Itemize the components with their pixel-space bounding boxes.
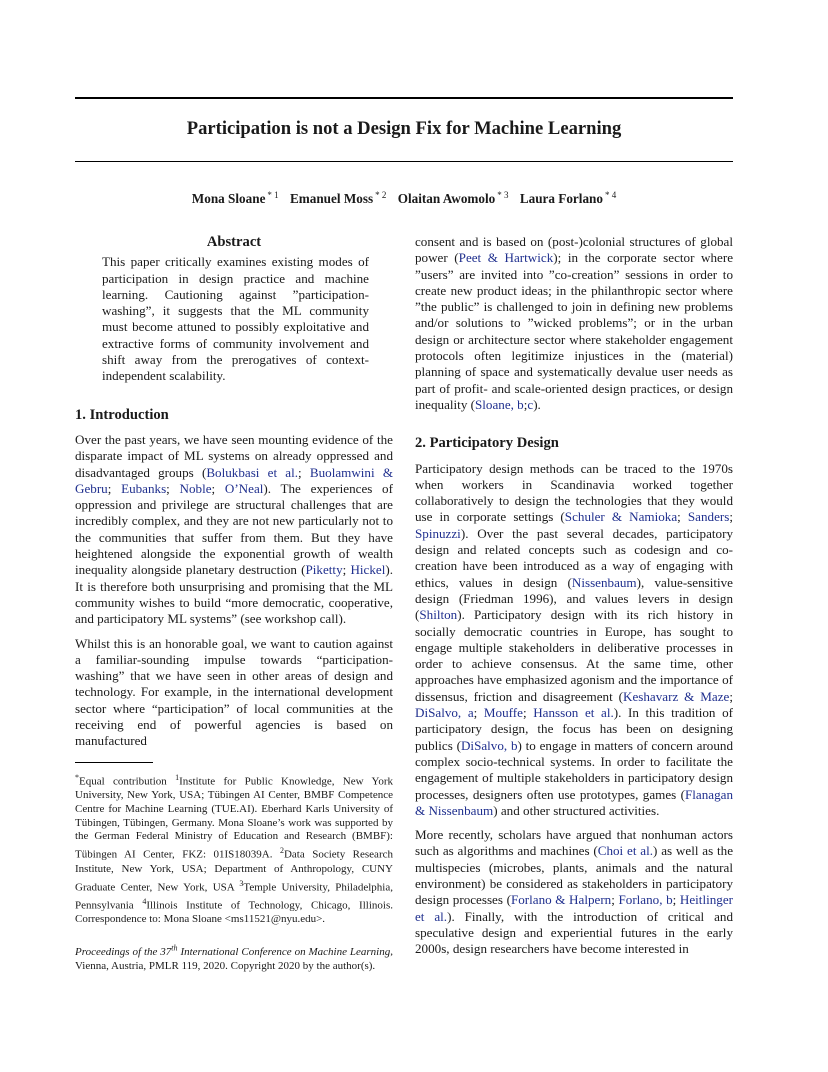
author-3-mark: * 3 bbox=[497, 190, 509, 200]
citation-link[interactable]: Sloane, b bbox=[475, 396, 524, 412]
citation-link[interactable]: Flanagan & Nissenbaum bbox=[415, 786, 733, 818]
citation-link[interactable]: Peet & Hartwick bbox=[458, 250, 554, 266]
citation-link[interactable]: Heitlinger et al. bbox=[415, 892, 733, 924]
citation-link[interactable]: Choi et al. bbox=[597, 843, 654, 859]
citation-link[interactable]: Eubanks bbox=[121, 480, 167, 496]
section-heading-introduction: 1. Introduction bbox=[75, 406, 169, 423]
citation-link[interactable]: Hickel bbox=[350, 562, 386, 578]
author-1-mark: * 1 bbox=[267, 190, 279, 200]
citation-link[interactable]: DiSalvo, a bbox=[415, 705, 474, 721]
abstract-text: This paper critically examines existing modes of participation in design practice and machine learning. Cautioning against ”participation-washing”, it suggests that the ML community must become attuned to possibly exploitative and extractive forms of community involvement and shift away from the prerogatives of context-independent scalability. bbox=[102, 254, 369, 384]
citation-link[interactable]: Forlano, b bbox=[618, 892, 673, 908]
paper-title: Participation is not a Design Fix for Machine Learning bbox=[186, 118, 622, 139]
author-4: Laura Forlano $^{* 4}$ bbox=[519, 190, 617, 207]
participatory-paragraph-1: Participatory design methods can be traced to the 1970s when workers in Scandinavia worked together collaboratively to design the technologies that they would use in corporate settings (Schuler & Namioka; Sanders; Spinuzzi). Over the past several decades, participatory design and related concepts such as codesign and co-creation have been introduced as a way of engaging with ethics, values in design (Nissenbaum), value-sensitive design (Friedman 1996), and values levers in design (Shilton). Participatory design with its rich history in socially democratic countries in Europe, has sought to engage multiple stakeholders in deliberative processes in order to achieve consensus. At the same time, other approaches have emphasized agonism and the importance of dissensus, friction and disagreement (Keshavarz & Maze; DiSalvo, a; Mouffe; Hansson et al.). In this tradition of participatory design, the focus has been on designing publics (DiSalvo, b) to engage in matters of concern around complex socio-technical systems. In order to facilitate the engagement of multiple stakeholders in participatory design processes, designers often use prototypes, games (Flanagan & Nissenbaum) and other structured activities. bbox=[415, 460, 733, 818]
author-1: Mona Sloane $^{* 1}$ bbox=[191, 190, 279, 207]
title-top-rule bbox=[75, 97, 733, 99]
citation-link[interactable]: Nissenbaum bbox=[571, 574, 637, 590]
author-list bbox=[75, 190, 733, 207]
citation-link[interactable]: Bolukbasi et al. bbox=[206, 464, 299, 480]
citation-link[interactable]: c bbox=[527, 396, 534, 412]
citation-link[interactable]: Piketty bbox=[305, 562, 343, 578]
section-heading-participatory-design: 2. Participatory Design bbox=[415, 435, 559, 452]
participatory-paragraph-2: More recently, scholars have argued that nonhuman actors such as algorithms and machines (Choi et al.) as well as the multispecies (microbes, plants, animals and the natural environment) be considered as stakeholders in participatory design processes (Forlano & Halpern; Forlano, b; Heitlinger et al.). Finally, with the introduction of critical and speculative design and experiential futures in the early 2000s, design researchers have become interested in bbox=[415, 827, 734, 957]
footnote-affiliations: *Equal contribution $^1$Institute for Public Knowledge, New York University, New York, USA; Tübingen AI Center, BMBF Competence Centre for Machine Learning (TUE.AI). Eberhard Karls University of Tübingen, Tübingen, Germany. Mona Sloane’s work was supported by the German Federal Ministry of Education and Research (BMBF): Tübingen AI Center, FKZ: 01IS18039A. $^2$Data Society Research Institute, New York, USA; Department of Anthropology, CUNY Graduate Center, New York, USA $^3$Temple University, Philadelphia, Pennsylvania $^4$Illinois Institute of Technology, Chicago, Illinois. Correspondence to: Mona Sloane <ms11521@nyu.edu>. bbox=[75, 772, 393, 926]
citation-link[interactable]: Buolamwini & Gebru bbox=[75, 464, 394, 496]
citation-link[interactable]: O’Neal bbox=[224, 480, 264, 496]
left-column bbox=[75, 234, 393, 973]
right-column bbox=[415, 234, 733, 965]
intro-paragraph-2: Whilst this is an honorable goal, we want to caution against a familiar-sounding impulse towards “participation-washing” that we have seen in other areas of design and technology. For example, in the international development sector where “participation” of local communities at the receiving end of powerful agencies is based on manufactured bbox=[75, 635, 393, 749]
citation-link[interactable]: Keshavarz & Maze bbox=[623, 688, 730, 704]
citation-link[interactable]: Schuler & Namioka bbox=[564, 509, 678, 525]
intro-paragraph-1: Over the past years, we have seen mounting evidence of the disparate impact of ML systems on already oppressed and disadvantaged groups (Bolukbasi et al.; Buolamwini & Gebru; Eubanks; Noble; O’Neal). The experiences of oppression and privilege are structural challenges that are incredibly complex, and they are not new particularly not to the communities that suffer from them. But they have heightened alongside the exponential growth of wealth inequality alongside planetary destruction (Piketty; Hickel). It is therefore both unsurprising and promising that the ML community wishes to build “more democratic, cooperative, and participatory ML systems” (see workshop call). bbox=[75, 431, 394, 627]
proceedings-note: Proceedings of the 37th International Conference on Machine Learning, Vienna, Austria, PMLR 119, 2020. Copyright 2020 by the author(s). bbox=[75, 943, 393, 972]
citation-link[interactable]: Noble bbox=[179, 480, 212, 496]
author-2-mark: * 2 bbox=[375, 190, 387, 200]
citation-link[interactable]: Forlano & Halpern bbox=[510, 892, 612, 908]
footnote-divider bbox=[75, 762, 153, 763]
citation-link[interactable]: Hansson et al. bbox=[533, 705, 614, 721]
title-bottom-rule bbox=[75, 161, 733, 162]
author-2: Emanuel Moss $^{* 2}$ bbox=[289, 190, 387, 207]
author-4-mark: * 4 bbox=[604, 190, 617, 200]
citation-link[interactable]: Shilton bbox=[419, 607, 458, 623]
citation-link[interactable]: Sanders bbox=[687, 509, 730, 525]
intro-paragraph-2-continued: consent and is based on (post-)colonial structures of global power (Peet & Hartwick); in the corporate sector where ”users” are invited into ”co-creation” sessions in order to create new product ideas; in the philanthropic sector where ”the public” is challenged to join in defining new problems and/or solutions to ”wicked problems”; or in the urban design or architecture sector where stakeholder engagement protocols often legitimize injustices in the (material) planning of space and systematically devalue user needs as part of profit- and scale-oriented design practices, or design inequality (Sloane, b;c). bbox=[415, 234, 734, 412]
abstract-heading: Abstract bbox=[206, 234, 262, 250]
citation-link[interactable]: Spinuzzi bbox=[415, 525, 461, 541]
citation-link[interactable]: Mouffe bbox=[483, 705, 523, 721]
citation-link[interactable]: DiSalvo, b bbox=[460, 737, 518, 753]
author-3: Olaitan Awomolo $^{* 3}$ bbox=[397, 190, 509, 207]
